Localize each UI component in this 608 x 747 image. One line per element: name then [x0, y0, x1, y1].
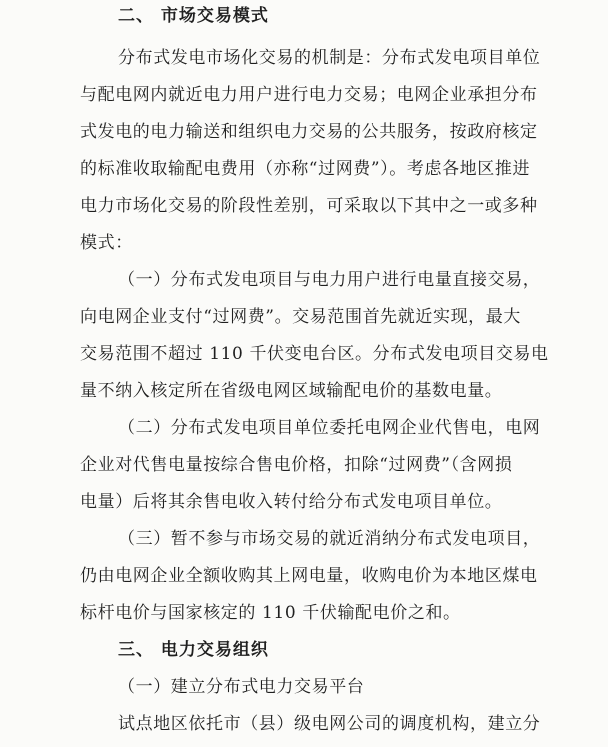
mode-1-line: 向电网企业支付“过网费”。交易范围首先就近实现，最大: [80, 307, 521, 327]
paragraph-line: 的标准收取输配电费用（亦称“过网费”）。考虑各地区推进: [80, 159, 531, 179]
paragraph-line: 式发电的电力输送和组织电力交易的公共服务，按政府核定: [80, 122, 538, 142]
subsection-heading-trading-platform: （一）建立分布式电力交易平台: [118, 677, 365, 697]
mode-3-line: 标杆电价与国家核定的 110 千伏输配电价之和。: [80, 603, 461, 623]
mode-2-line: 电量）后将其余售电收入转付给分布式发电项目单位。: [80, 492, 503, 512]
paragraph-line: 模式：: [80, 233, 133, 253]
paragraph-line: 电力市场化交易的阶段性差别，可采取以下其中之一或多种: [80, 196, 538, 216]
mode-1-line: （一）分布式发电项目与电力用户进行电量直接交易，: [118, 270, 541, 290]
mode-2-line: 企业对代售电量按综合售电价格，扣除“过网费”（含网损: [80, 455, 513, 475]
paragraph-line: 与配电网内就近电力用户进行电力交易；电网企业承担分布: [80, 85, 538, 105]
mode-2-line: （二）分布式发电项目单位委托电网企业代售电，电网: [118, 418, 541, 438]
mode-3-line: 仍由电网企业全额收购其上网电量，收购电价为本地区煤电: [80, 566, 538, 586]
mode-1-line: 量不纳入核定所在省级电网区域输配电价的基数电量。: [80, 381, 503, 401]
paragraph-line: 分布式发电市场化交易的机制是：分布式发电项目单位: [118, 48, 541, 68]
mode-1-line: 交易范围不超过 110 千伏变电台区。分布式发电项目交易电: [80, 344, 549, 364]
paragraph-line: 试点地区依托市（县）级电网公司的调度机构，建立分: [118, 714, 541, 734]
mode-3-line: （三）暂不参与市场交易的就近消纳分布式发电项目，: [118, 529, 541, 549]
section-heading-power-trading-organization: 三、 电力交易组织: [118, 640, 269, 660]
section-heading-market-trading-mode: 二、 市场交易模式: [118, 6, 269, 26]
